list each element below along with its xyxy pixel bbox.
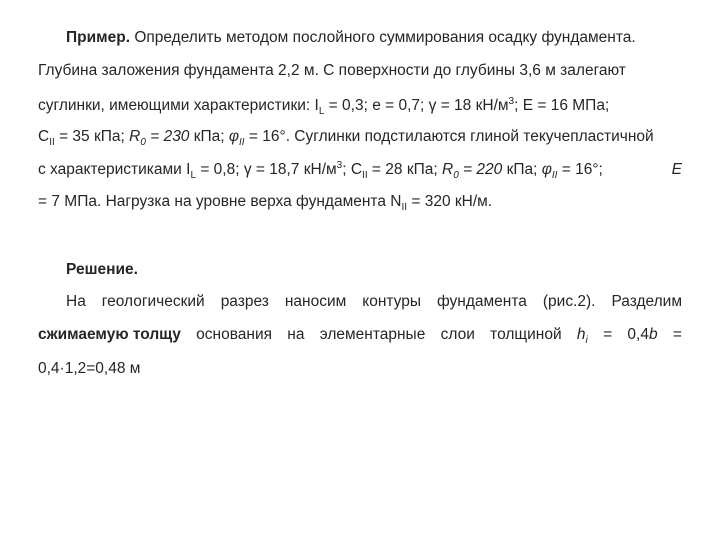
h-sub: i: [585, 335, 588, 347]
sol-word: Разделим: [611, 293, 682, 310]
l3-text-2: = 0,3; e = 0,7; γ = 18 кН/м: [324, 97, 509, 114]
example-line-1: [66, 28, 682, 48]
l5-il-sub: L: [190, 170, 197, 182]
solution-line-2: [38, 325, 682, 345]
l5-phi: φ: [541, 161, 552, 178]
l4-c: C: [38, 128, 50, 145]
l3-sub-1: L: [318, 106, 325, 118]
solution-label: Решение.: [66, 261, 138, 278]
l4-c-sub: II: [49, 137, 55, 149]
l4-text-g: = 16°. Суглинки подстилаются глиной текучепластичной: [244, 128, 654, 145]
example-line-4: [38, 127, 682, 147]
coef-value: 0,4: [627, 326, 649, 343]
sol-word: фундамента: [436, 293, 527, 310]
l5-text-g: кПа;: [502, 161, 542, 178]
l5-r-sub: 0: [453, 170, 459, 182]
l5-r-value: = 220: [458, 161, 503, 178]
sol-word: толщиной: [490, 326, 562, 343]
sol-word: разрез: [220, 293, 269, 310]
example-line-2: Глубина заложения фундамента 2,2 м. С поверхности до глубины 3,6 м залегают: [38, 62, 626, 79]
l5-c-sub: II: [362, 170, 368, 182]
l5-text-a: с характеристиками I: [38, 161, 191, 178]
sol-word: (рис.2).: [542, 293, 596, 310]
compressible-thickness-term: сжимаемую толщу: [38, 326, 181, 343]
l4-r-sub: 0: [140, 137, 146, 149]
l5-e: E: [671, 161, 682, 178]
l3-text-3: ; E = 16 МПа;: [514, 97, 610, 114]
solution-line-1: [66, 292, 682, 312]
equals-sign: =: [672, 326, 682, 343]
l3-text-1: суглинки, имеющими характеристики: I: [38, 97, 319, 114]
l5-text-c: ; C: [342, 161, 363, 178]
sol-word: На: [66, 293, 86, 310]
example-line-6: [38, 192, 682, 212]
l4-text-b: = 35 кПа;: [54, 128, 130, 145]
equals-sign: =: [603, 326, 613, 343]
h-symbol: h: [576, 326, 586, 343]
l5-text-b: = 0,8; γ = 18,7 кН/м: [196, 161, 337, 178]
sol-word: геологический: [101, 293, 205, 310]
l6-text-b: = 320 кН/м.: [407, 193, 493, 210]
l5-text-i: = 16°;: [557, 161, 603, 178]
l4-text-e: кПа;: [189, 128, 229, 145]
l5-sup: 3: [336, 159, 343, 171]
l4-phi-sub: II: [239, 137, 245, 149]
sol-word: слои: [440, 326, 475, 343]
layer-thickness-symbol: [577, 325, 588, 345]
solution-line-3: 0,4·1,2=0,48 м: [38, 360, 141, 377]
l3-sup-1: 3: [508, 95, 515, 107]
example-line-5: [38, 160, 682, 180]
l4-r: R: [129, 128, 141, 145]
sol-word: элементарные: [319, 326, 426, 343]
l5-text-d: = 28 кПа;: [367, 161, 442, 178]
example-task-text: Определить методом послойного суммирования осадку фундамента.: [134, 29, 636, 46]
sol-word: наносим: [284, 293, 347, 310]
l5-r: R: [441, 161, 454, 178]
sol-word: основания: [196, 326, 273, 343]
l5-main: [38, 160, 603, 180]
l6-n-sub: II: [401, 202, 408, 214]
coef-expression: [627, 325, 657, 345]
l5-phi-sub: II: [551, 170, 558, 182]
l6-text-a: = 7 МПа. Нагрузка на уровне верха фундамента N: [38, 193, 402, 210]
sol-word: контуры: [362, 293, 421, 310]
b-symbol: b: [648, 326, 658, 343]
example-line-3: [38, 96, 682, 116]
example-label: Пример.: [66, 29, 130, 46]
sol-word: на: [287, 326, 305, 343]
l4-phi: φ: [228, 128, 240, 145]
l4-r-value: = 230: [145, 128, 190, 145]
